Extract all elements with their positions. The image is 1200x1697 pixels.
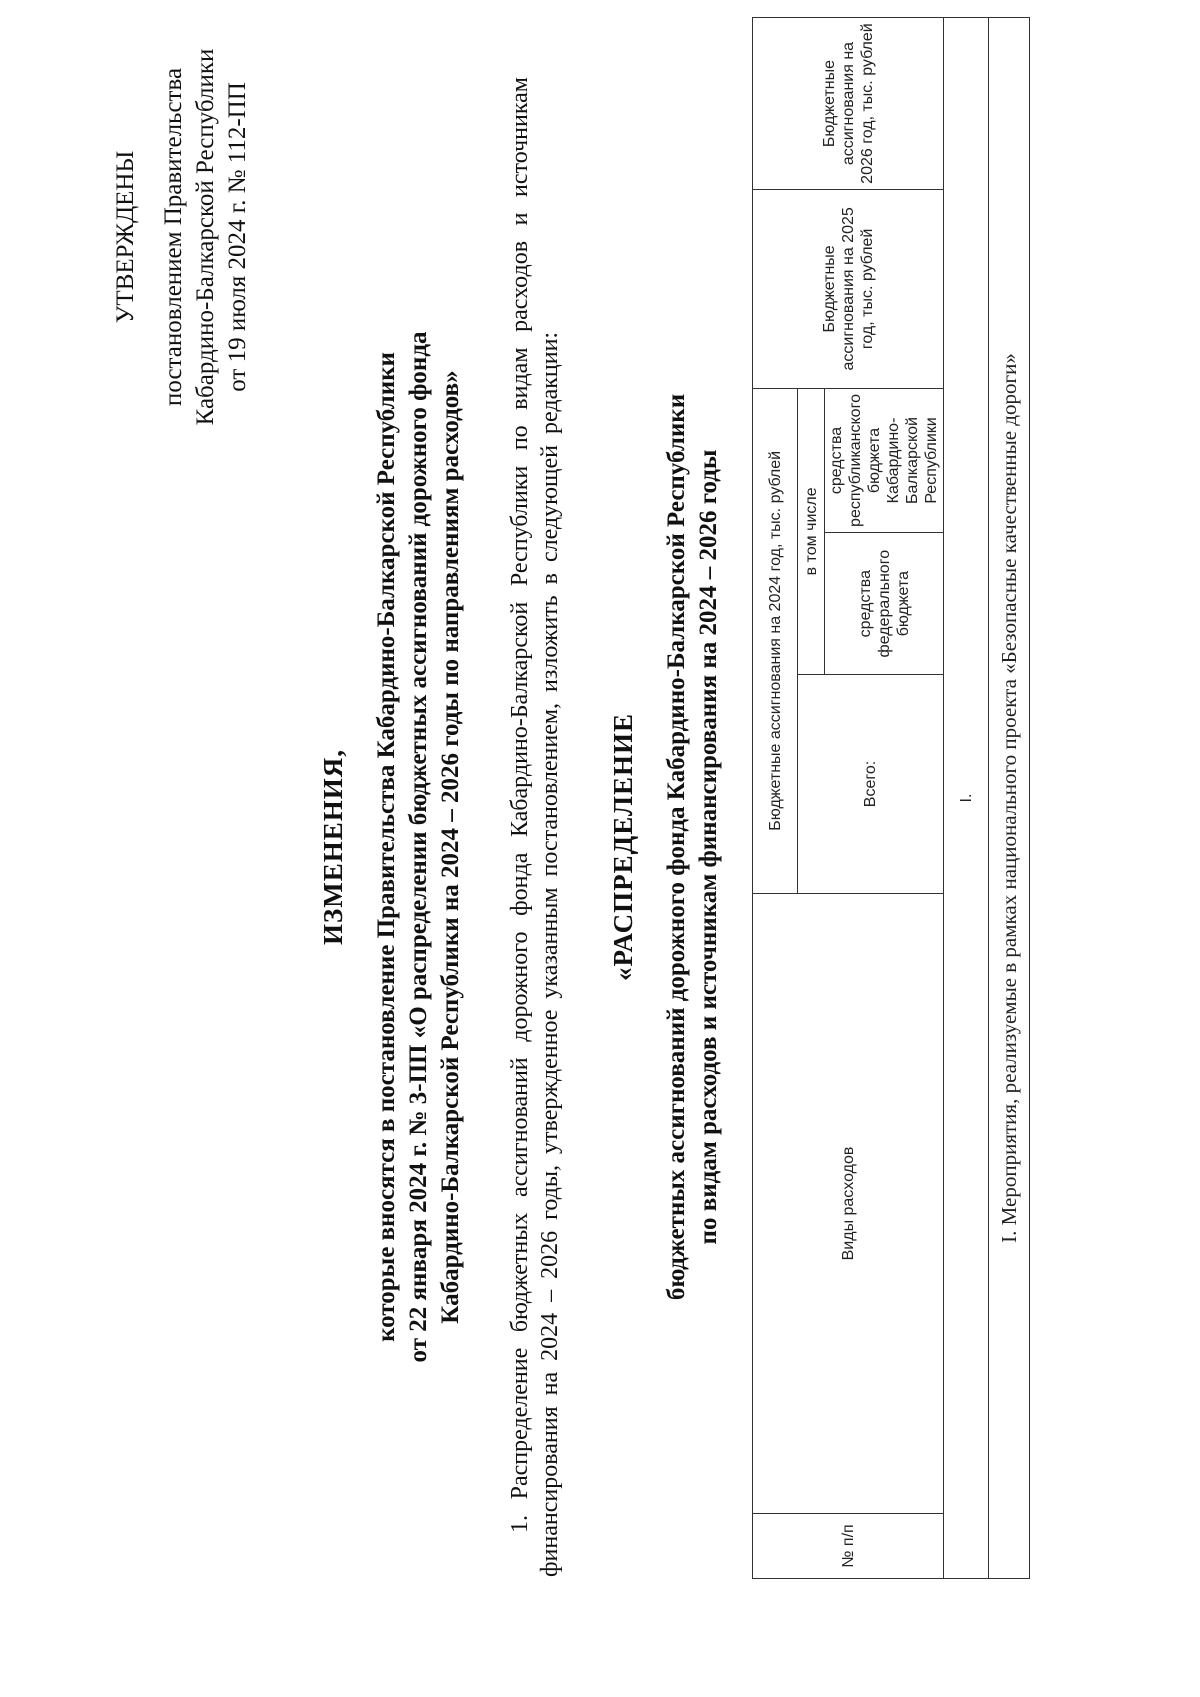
section-title: I. Мероприятия, реализуемые в рамках национального проекта «Безопасные качественные дороги» (989, 18, 1030, 1579)
heading-subtitle: Кабардино-Балкарской Республики на 2024 – 2026 годы по направлениям расходов» (437, 370, 464, 1324)
approval-block (110, 17, 254, 457)
heading-subtitle: которые вносятся в постановление Правительства Кабардино-Балкарской Республики (373, 352, 400, 1342)
header-cell-federal: средства федерального бюджета (825, 533, 944, 675)
table-row (944, 18, 989, 1579)
header-cell-number: № п/п (753, 1514, 944, 1579)
header-cell-2025: Бюджетные ассигнования на 2025 год, тыс. рублей (753, 190, 944, 389)
approval-line: Кабардино-Балкарской Республики (192, 48, 219, 426)
body-paragraph: 1. Распределение бюджетных ассигнований дорожного фонда Кабардино-Балкарской Республики по видам расходов и источникам финансирования на 2024 – 2026 годы, утвержденное указанным постановлением, изложить в следующей редакции: (507, 77, 563, 1577)
header-cell-including: в том числе (798, 388, 825, 674)
header-cell-total: Всего: (798, 675, 944, 894)
distribution-subtitle: по видам расходов и источникам финансирования на 2024 – 2026 годы (695, 449, 722, 1245)
header-cell-2026: Бюджетные ассигнования на 2026 год, тыс. рублей (753, 18, 944, 190)
header-cell-kind: Виды расходов (753, 893, 944, 1513)
approval-line: постановлением Правительства (160, 67, 187, 407)
distribution-title: «РАСПРЕДЕЛЕНИЕ (608, 712, 638, 982)
approval-title: УТВЕРЖДЕНЫ (112, 150, 139, 324)
header-cell-republic: средства республиканского бюджета Кабардино-Балкарской Республики (825, 388, 944, 533)
distribution-heading (608, 187, 725, 1507)
table-header-row (753, 18, 798, 1579)
document-heading (318, 187, 467, 1507)
approval-date: от 19 июля 2024 г. № 112-ПП (224, 82, 251, 392)
distribution-subtitle: бюджетных ассигнований дорожного фонда Кабардино-Балкарской Республики (663, 393, 690, 1301)
table-row (989, 18, 1030, 1579)
section-numeral: I. (944, 18, 989, 1579)
heading-subtitle: от 22 января 2024 г. № 3-ПП «О распределении бюджетных ассигнований дорожного фонда (405, 331, 432, 1363)
budget-table (752, 17, 1030, 1579)
header-cell-2024: Бюджетные ассигнования на 2024 год, тыс. рублей (753, 388, 798, 893)
heading-title: ИЗМЕНЕНИЯ, (318, 749, 348, 946)
